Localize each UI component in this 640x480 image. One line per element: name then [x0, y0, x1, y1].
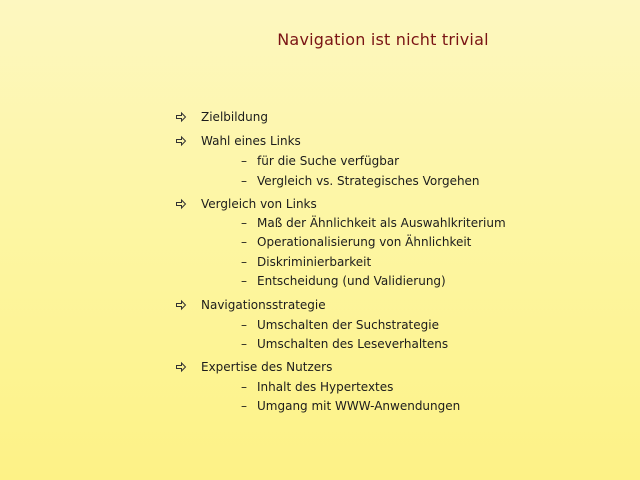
bullet-text: Wahl eines Links: [201, 134, 301, 148]
sub-item: [241, 337, 448, 351]
sub-item-text: Maß der Ähnlichkeit als Auswahlkriterium: [257, 216, 506, 230]
sub-item: [241, 174, 480, 188]
sub-item-text: Diskriminierbarkeit: [257, 255, 372, 269]
slide-title: Navigation ist nicht trivial: [277, 30, 489, 49]
sub-item-text: für die Suche verfügbar: [257, 154, 400, 168]
sub-item-text: Umschalten der Suchstrategie: [257, 318, 439, 332]
sub-item-text: Inhalt des Hypertextes: [257, 380, 394, 394]
sub-item: [241, 235, 471, 249]
sub-item: [241, 399, 460, 413]
hollow-right-arrow-icon: [175, 198, 187, 210]
sub-item: [241, 216, 506, 230]
dash-marker: –: [241, 216, 247, 230]
dash-marker: –: [241, 399, 247, 413]
dash-marker: –: [241, 380, 247, 394]
dash-marker: –: [241, 174, 247, 188]
sub-item-text: Entscheidung (und Validierung): [257, 274, 446, 288]
hollow-right-arrow-icon: [175, 299, 187, 311]
sub-item-text: Umgang mit WWW-Anwendungen: [257, 399, 461, 413]
dash-marker: –: [241, 337, 247, 351]
sub-item-text: Operationalisierung von Ähnlichkeit: [257, 235, 472, 249]
bullet-text: Expertise des Nutzers: [201, 360, 333, 374]
bullet-text: Vergleich von Links: [201, 197, 317, 211]
sub-item: [241, 380, 393, 394]
dash-marker: –: [241, 318, 247, 332]
bullet-text: Navigationsstrategie: [201, 298, 326, 312]
bullet-text: Zielbildung: [201, 110, 269, 124]
dash-marker: –: [241, 235, 247, 249]
sub-item: [241, 274, 446, 288]
sub-item: [241, 318, 439, 332]
sub-item-text: Umschalten des Leseverhaltens: [257, 337, 449, 351]
hollow-right-arrow-icon: [175, 135, 187, 147]
sub-item: [241, 255, 371, 269]
dash-marker: –: [241, 274, 247, 288]
dash-marker: –: [241, 255, 247, 269]
dash-marker: –: [241, 154, 247, 168]
hollow-right-arrow-icon: [175, 361, 187, 373]
sub-item: [241, 154, 399, 168]
sub-item-text: Vergleich vs. Strategisches Vorgehen: [257, 174, 480, 188]
hollow-right-arrow-icon: [175, 111, 187, 123]
